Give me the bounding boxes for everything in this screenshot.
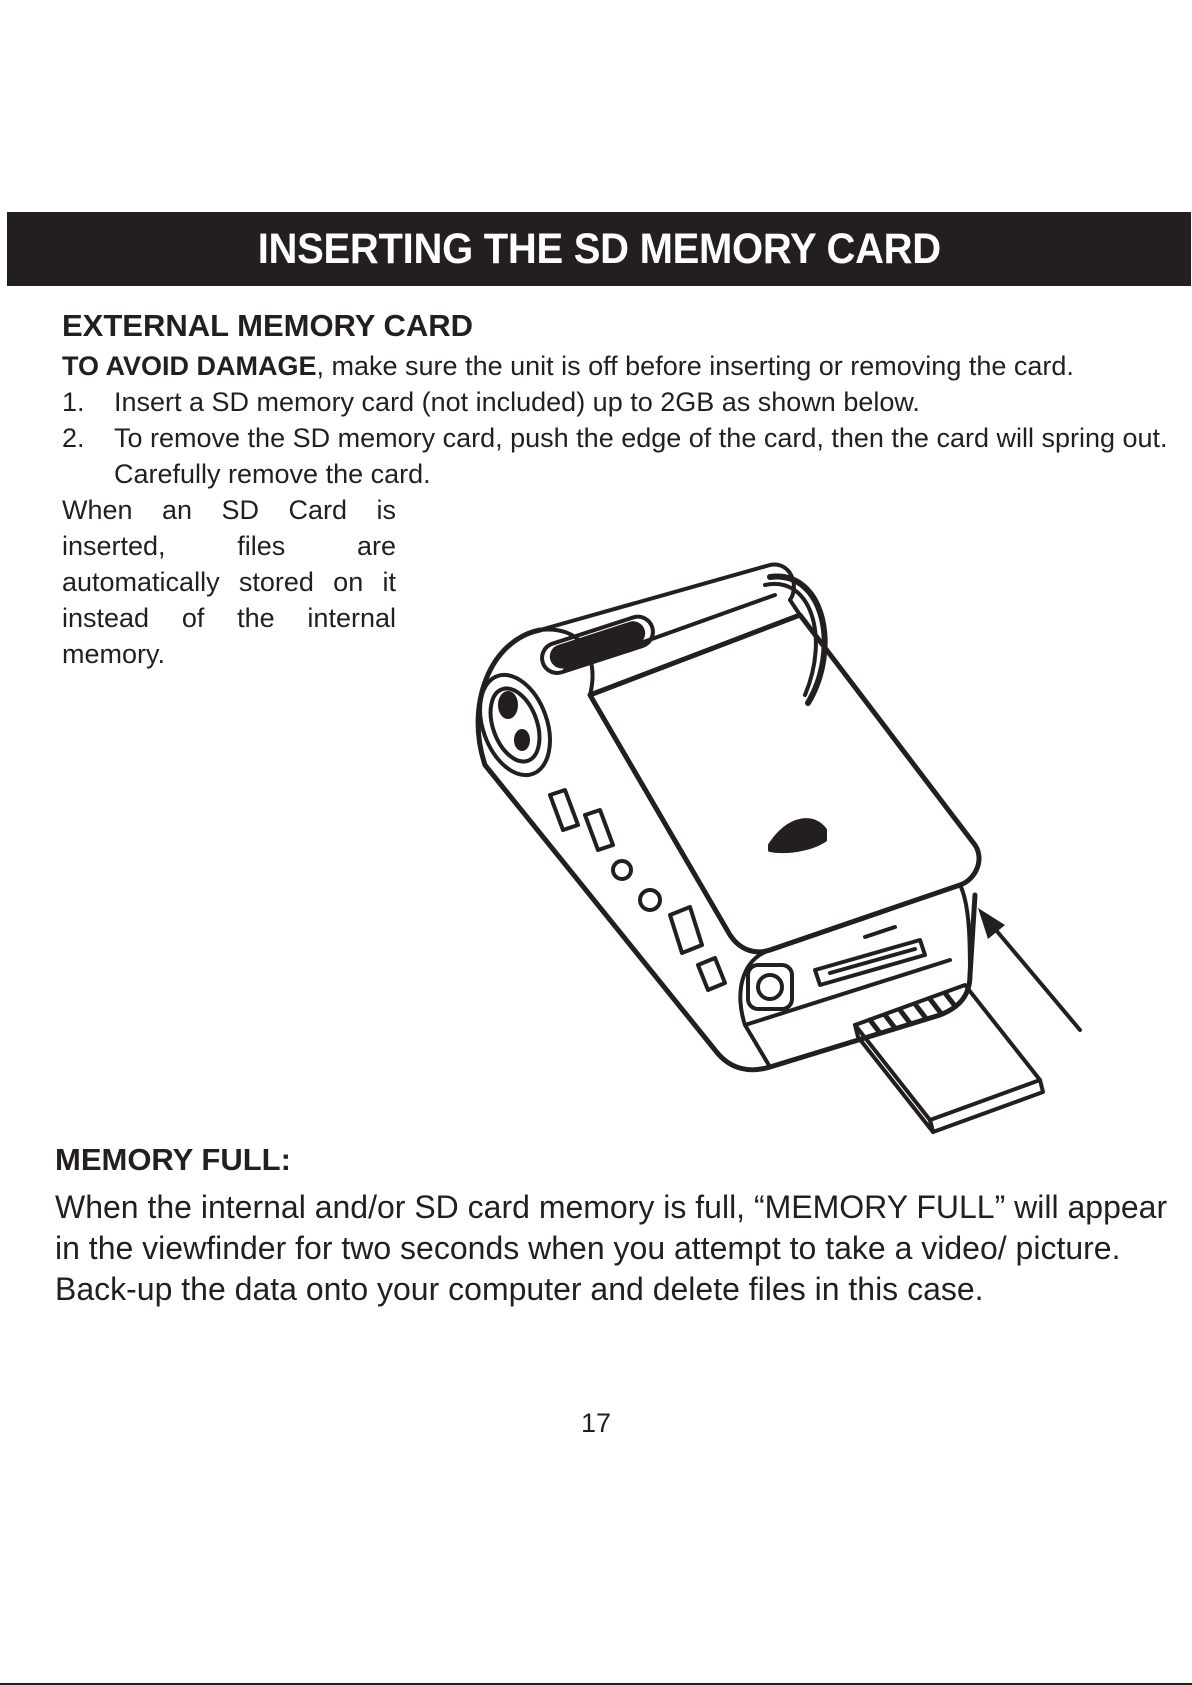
- warning-paragraph: [62, 348, 1187, 384]
- instruction-list: [62, 384, 1182, 492]
- list-item-text: Insert a SD memory card (not included) up to 2GB as shown below.: [114, 387, 920, 417]
- list-item-number: 1.: [62, 387, 85, 417]
- page-number: 17: [580, 1408, 612, 1438]
- warning-bold: TO AVOID DAMAGE: [62, 351, 317, 381]
- memory-full-heading: MEMORY FULL:: [55, 1142, 291, 1177]
- sd-card-note: When an SD Card is inserted, files are automatically stored on it instead of the internal memory.: [62, 495, 396, 669]
- list-item-text: To remove the SD memory card, push the edge of the card, then the card will spring out. Carefully remove the card.: [114, 423, 1168, 489]
- page-title: INSERTING THE SD MEMORY CARD: [257, 224, 941, 273]
- external-memory-heading: EXTERNAL MEMORY CARD: [62, 308, 474, 343]
- warning-rest: , make sure the unit is off before inserting or removing the card.: [316, 351, 1074, 381]
- list-item-number: 2.: [62, 423, 85, 453]
- camcorder-sd-card-insertion-illustration: [470, 555, 1160, 1140]
- list-item: [62, 384, 1182, 420]
- list-item: [62, 420, 1182, 492]
- memory-full-text: When the internal and/or SD card memory is full, “MEMORY FULL” will appear in the viewfinder for two seconds when you attempt to take a video/ picture. Back-up the data onto your computer and delete files in this case.: [55, 1189, 1168, 1307]
- section-banner: [7, 212, 1191, 286]
